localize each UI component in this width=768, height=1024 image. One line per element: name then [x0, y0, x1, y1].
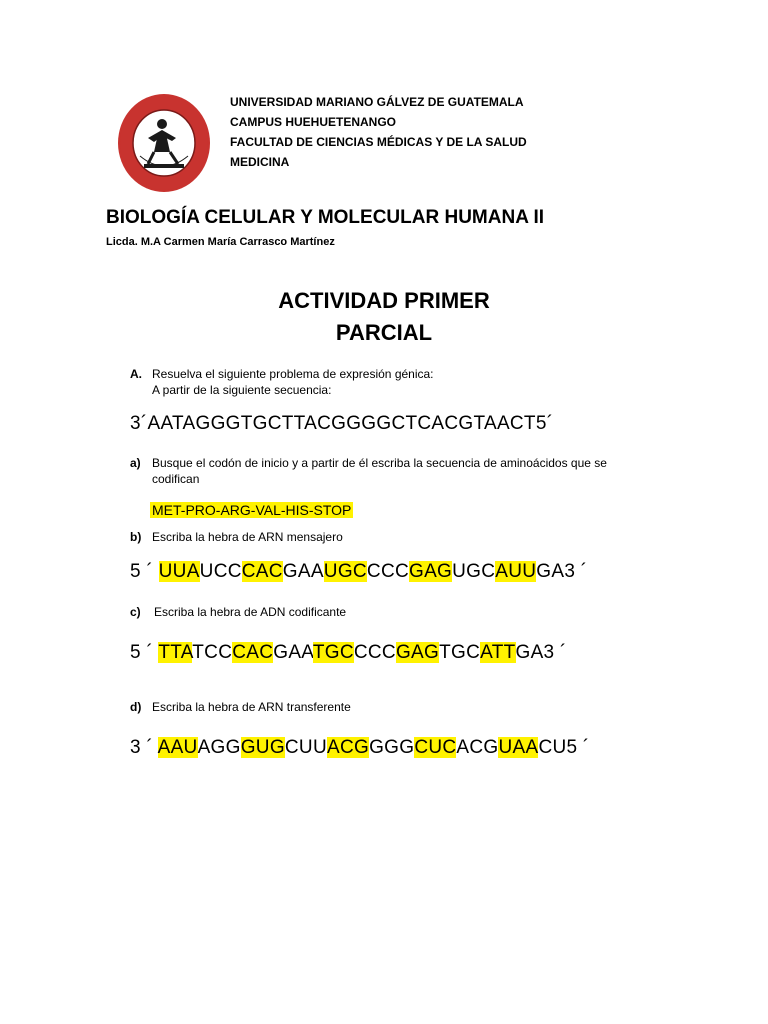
- item-d-text: Escriba la hebra de ARN transferente: [152, 700, 351, 714]
- highlighted-codon: AAU: [157, 737, 198, 758]
- highlighted-codon: GUG: [240, 737, 285, 758]
- codon: ACG: [456, 737, 499, 758]
- teacher-name: Licda. M.A Carmen María Carrasco Martínez: [106, 236, 335, 248]
- source-sequence: 3´AATAGGGTGCTTACGGGGCTCACGTAACT5´: [130, 413, 554, 434]
- question-a: [130, 366, 650, 398]
- question-a-line1: Resuelva el siguiente problema de expresión génica:: [152, 367, 434, 381]
- sequence-prefix: 3 ´: [130, 737, 158, 758]
- codon: CCC: [366, 561, 409, 582]
- item-a: [130, 455, 650, 487]
- codon: UGC: [452, 561, 496, 582]
- highlighted-codon: UUA: [158, 561, 200, 582]
- highlighted-codon: UGC: [323, 561, 367, 582]
- amino-acid-sequence: MET-PRO-ARG-VAL-HIS-STOP: [152, 502, 352, 518]
- sequence-prefix: 5 ´: [130, 561, 159, 582]
- item-b-text: Escriba la hebra de ARN mensajero: [152, 530, 343, 544]
- highlighted-codon: TGC: [312, 642, 354, 663]
- codon: UCC: [199, 561, 242, 582]
- trna-sequence: [130, 737, 590, 759]
- item-c-text: Escriba la hebra de ADN codificante: [154, 605, 347, 619]
- highlighted-codon: CUC: [414, 737, 457, 758]
- mrna-sequence: [130, 561, 587, 583]
- codon: TCC: [192, 642, 233, 663]
- codon: GA3 ´: [515, 642, 567, 663]
- highlighted-codon: CAC: [232, 642, 274, 663]
- item-c: [130, 604, 650, 620]
- highlighted-codon: ATT: [480, 642, 516, 663]
- highlighted-codon: AUU: [495, 561, 537, 582]
- item-marker: b): [130, 530, 142, 544]
- highlighted-codon: CAC: [241, 561, 283, 582]
- course-title: BIOLOGÍA CELULAR Y MOLECULAR HUMANA II: [106, 207, 545, 228]
- codon: GAA: [282, 561, 324, 582]
- faculty-name: FACULTAD DE CIENCIAS MÉDICAS Y DE LA SALUD: [230, 135, 527, 149]
- item-marker: d): [130, 700, 142, 714]
- item-d: [130, 699, 650, 715]
- sequence-prefix: 5 ´: [130, 642, 159, 663]
- highlighted-codon: GAG: [395, 642, 440, 663]
- coding-dna-sequence: [130, 642, 567, 664]
- question-a-line2: A partir de la siguiente secuencia:: [152, 383, 332, 397]
- codon: GA3 ´: [536, 561, 588, 582]
- codon: GGG: [369, 737, 415, 758]
- item-marker: c): [130, 605, 141, 619]
- codon: TGC: [439, 642, 481, 663]
- activity-title: ACTIVIDAD PRIMER PARCIAL: [278, 288, 490, 345]
- answer-amino-acids: [150, 502, 353, 520]
- question-marker: A.: [130, 367, 142, 381]
- highlighted-codon: ACG: [326, 737, 370, 758]
- highlighted-codon: GAG: [409, 561, 453, 582]
- codon: AGG: [197, 737, 241, 758]
- university-seal-logo: [118, 94, 210, 192]
- highlighted-codon: TTA: [158, 642, 193, 663]
- item-b: [130, 529, 650, 545]
- career-name: MEDICINA: [230, 155, 290, 169]
- institution-header: [230, 92, 527, 172]
- university-name: UNIVERSIDAD MARIANO GÁLVEZ DE GUATEMALA: [230, 95, 524, 109]
- item-marker: a): [130, 456, 141, 470]
- codon: CCC: [353, 642, 396, 663]
- codon: CU5 ´: [538, 737, 590, 758]
- codon: GAA: [273, 642, 313, 663]
- codon: CUU: [284, 737, 327, 758]
- highlighted-codon: UAA: [498, 737, 539, 758]
- item-a-text: Busque el codón de inicio y a partir de él escriba la secuencia de aminoácidos que se codifican: [152, 456, 607, 486]
- campus-name: CAMPUS HUEHUETENANGO: [230, 115, 397, 129]
